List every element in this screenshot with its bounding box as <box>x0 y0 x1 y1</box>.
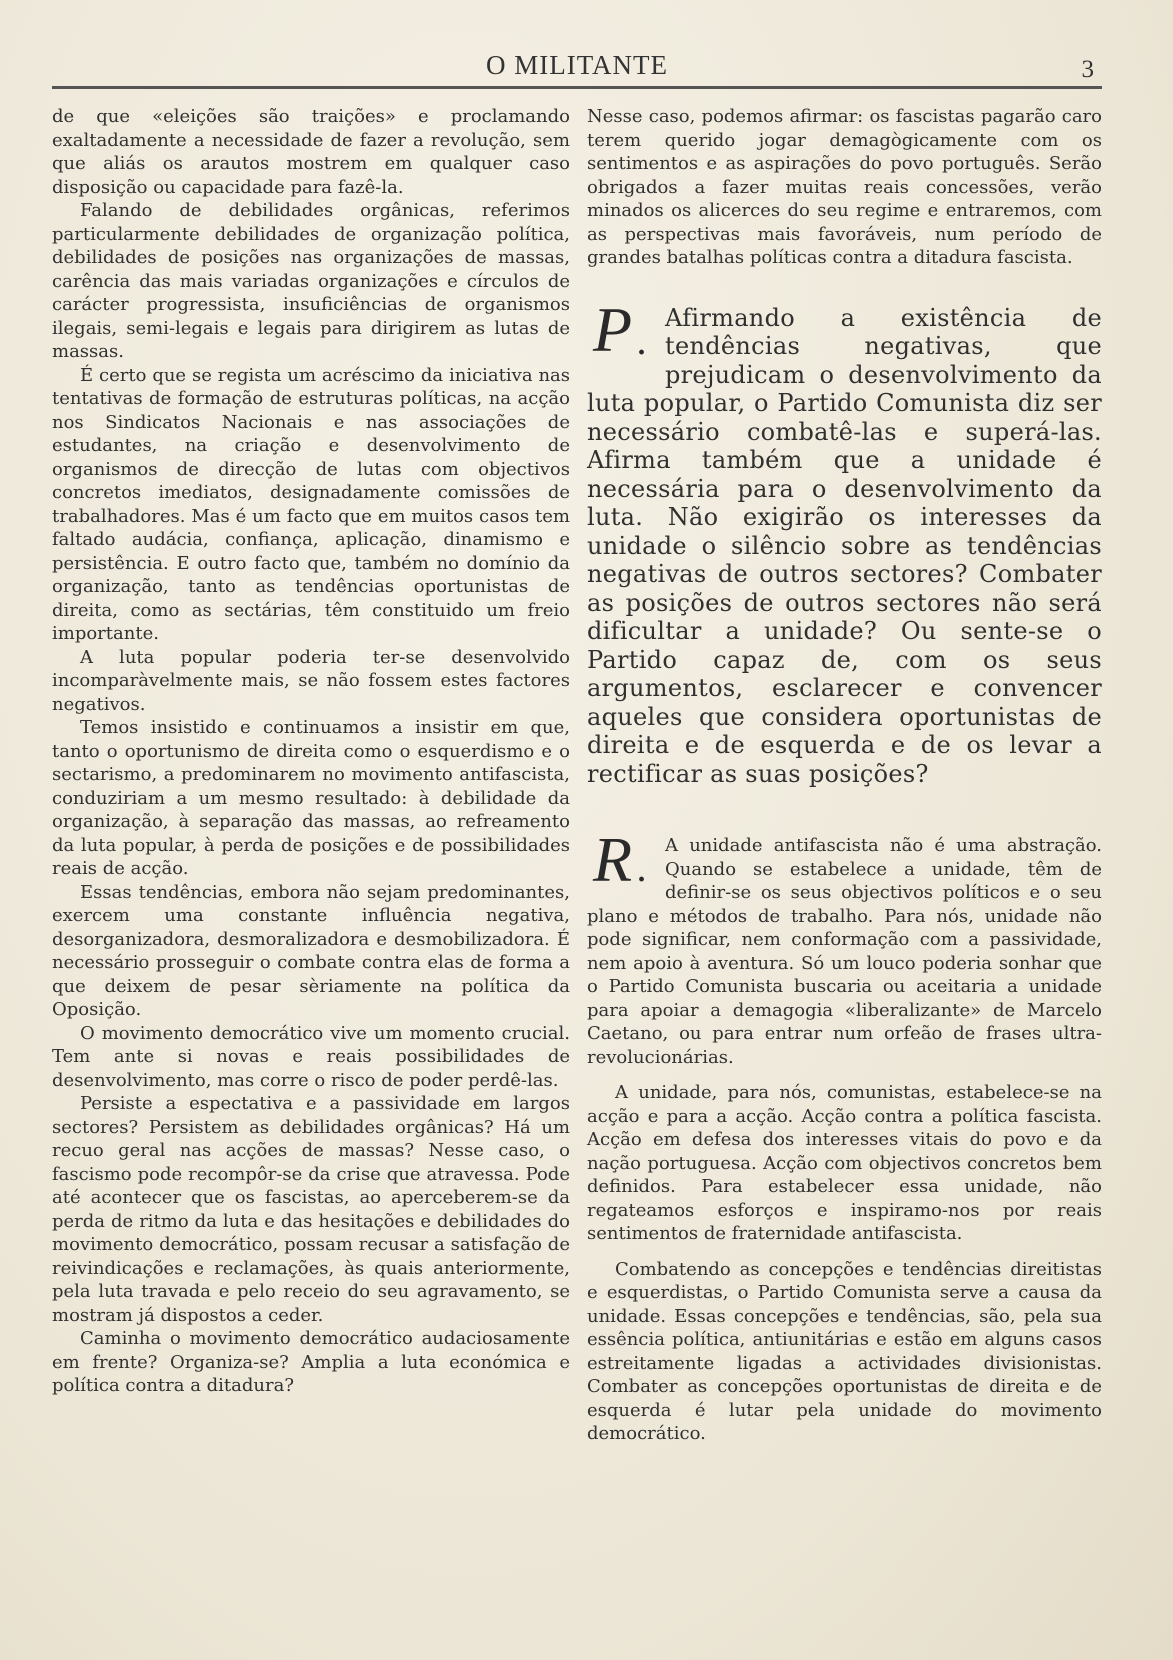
paragraph: Temos insistido e continuamos a insistir em que, tanto o oportunismo de direita como o esquerdismo e o sectarismo, a predominarem no movimento antifascista, conduziriam a um mesmo resultado: à debilidade da organização, à separação das massas, ao refreamento da luta popular, à perda de posições e de possibilidades reais de acção. <box>52 717 570 879</box>
paragraph: O movimento democrático vive um momento crucial. Tem ante si novas e reais possibilidades de desenvolvimento, mas corre o risco de poder perdê-las. <box>52 1022 570 1091</box>
paragraph: Caminha o movimento democrático audaciosamente em frente? Organiza-se? Amplia a luta económica e política contra a ditadura? <box>52 1328 570 1396</box>
right-column <box>587 105 1102 1446</box>
section-text: A unidade antifascista não é uma abstração. Quando se estabelece a unidade, têm de definir-se os seus objectivos políticos e o seu plano e métodos de trabalho. Para nós, unidade não pode significar, nem conformação com a passividade, nem apoio à aventura. Só um louco poderia sonhar que o Partido Comunista buscaria ou aceitaria a unidade para apoiar a demagogia «liberalizante» de Marcelo Caetano, ou para entrar num orfeão de frases ultra-revolucionárias. <box>587 835 1102 1068</box>
page-number: 3 <box>1081 56 1094 83</box>
drop-cap-letter: R <box>593 824 633 895</box>
paragraph: Essas tendências, embora não sejam predominantes, exercem uma constante influência negativa, desorganizadora, desmoralizadora e desmobilizadora. É necessário prosseguir o combate contra elas de forma a que deixem de pesar sèriamente na política da Oposição. <box>52 881 570 1020</box>
page-header <box>52 48 1102 88</box>
paragraph: A luta popular poderia ter-se desenvolvido incomparàvelmente mais, se não fossem estes factores negativos. <box>52 646 570 715</box>
running-title: O MILITANTE <box>485 50 669 80</box>
paragraph: Combatendo as concepções e tendências direitistas e esquerdistas, o Partido Comunista serve a causa da unidade. Essas concepções e tendências, são, pela sua essência política, antiunitárias e estão em alguns casos estreitamente ligadas a actividades divisionistas. Combater as concepções oportunistas de direita e de esquerda é lutar pela unidade do movimento democrático. <box>587 1258 1102 1444</box>
drop-cap <box>587 824 659 904</box>
paragraph: Persiste a espectativa e a passividade em largos sectores? Persistem as debilidades orgânicas? Há um recuo geral nas acções de massas? Nesse caso, o fascismo pode recompôr-se da crise que atravessa. Pode até acontecer que os fascistas, ao aperceberem-se da perda de ritmo da luta e das hesitações e debilidades do movimento democrático, possam recusar a satisfação de reivindicações e reclamações, às quais anteriormente, pela luta travada e pelo receio do seu agravamento, se mostram já dispostos a ceder. <box>52 1093 570 1326</box>
drop-cap-dot: . <box>637 330 647 361</box>
header-rule <box>52 86 1102 89</box>
paragraph: É certo que se regista um acréscimo da iniciativa nas tentativas de formação de estruturas políticas, na acção nos Sindicatos Nacionais e nas associações de estudantes, na criação e desenvolvimento de organismos de direcção de lutas com objectivos concretos imediatos, designadamente comissões de trabalhadores. Mas é um facto que em muitos casos tem faltado audácia, confiança, aplicação, dinamismo e persistência. E outro facto que, também no domínio da organização, tanto as tendências oportunistas de direita, como as sectárias, têm constituido um freio importante. <box>52 364 570 644</box>
drop-cap-letter: P <box>593 293 633 365</box>
intro-paragraph: Nesse caso, podemos afirmar: os fascistas pagarão caro terem querido jogar demagògicamente com os sentimentos e as aspirações do povo português. Serão obrigados a fazer muitas reais concessões, verão minados os alicerces do seu regime e entraremos, com as perspectivas mais favoráveis, num período de grandes batalhas políticas contra a ditadura fascista. <box>587 106 1102 268</box>
paragraph: Falando de debilidades orgânicas, referimos particularmente debilidades de organização política, debilidades de posições nas organizações de massas, carência das mais variadas organizações e círculos de carácter progressista, insuficiências de organismos ilegais, semi-legais e legais para dirigirem as lutas de massas. <box>52 200 570 362</box>
section-text: Afirmando a existência de tendências negativas, que prejudicam o desenvolvimento da luta popular, o Partido Comunista diz ser necessário combatê-las e superá-las. Afirma também que a unidade é necessária para o desenvolvimento da luta. Não exigirão os interesses da unidade o silêncio sobre as tendências negativas de outros sectores? Combater as posições de outros sectores não será dificultar a unidade? Ou sente-se o Partido capaz de, com os seus argumentos, esclarecer e convencer aqueles que considera oportunistas de direita e de esquerda e de os levar a rectificar as suas posições? <box>587 303 1102 788</box>
paragraph: de que «eleições são traições» e proclamando exaltadamente a necessidade de fazer a revolução, sem que aliás os arautos mostrem em qualquer caso disposição ou capacidade para fazê-la. <box>52 106 570 198</box>
left-column <box>52 105 570 1398</box>
section-r <box>587 824 1102 1069</box>
section-p <box>587 293 1102 789</box>
drop-cap <box>587 293 659 374</box>
paragraph: A unidade, para nós, comunistas, estabelece-se na acção e para a acção. Acção contra a política fascista. Acção em defesa dos interesses vitais do povo e da nação portuguesa. Acção com objectivos concretos bem definidos. Para estabelecer essa unidade, não regateamos esforços e inspiramo-nos por reais sentimentos de fraternidade antifascista. <box>587 1082 1102 1244</box>
drop-cap-dot: . <box>637 858 647 888</box>
